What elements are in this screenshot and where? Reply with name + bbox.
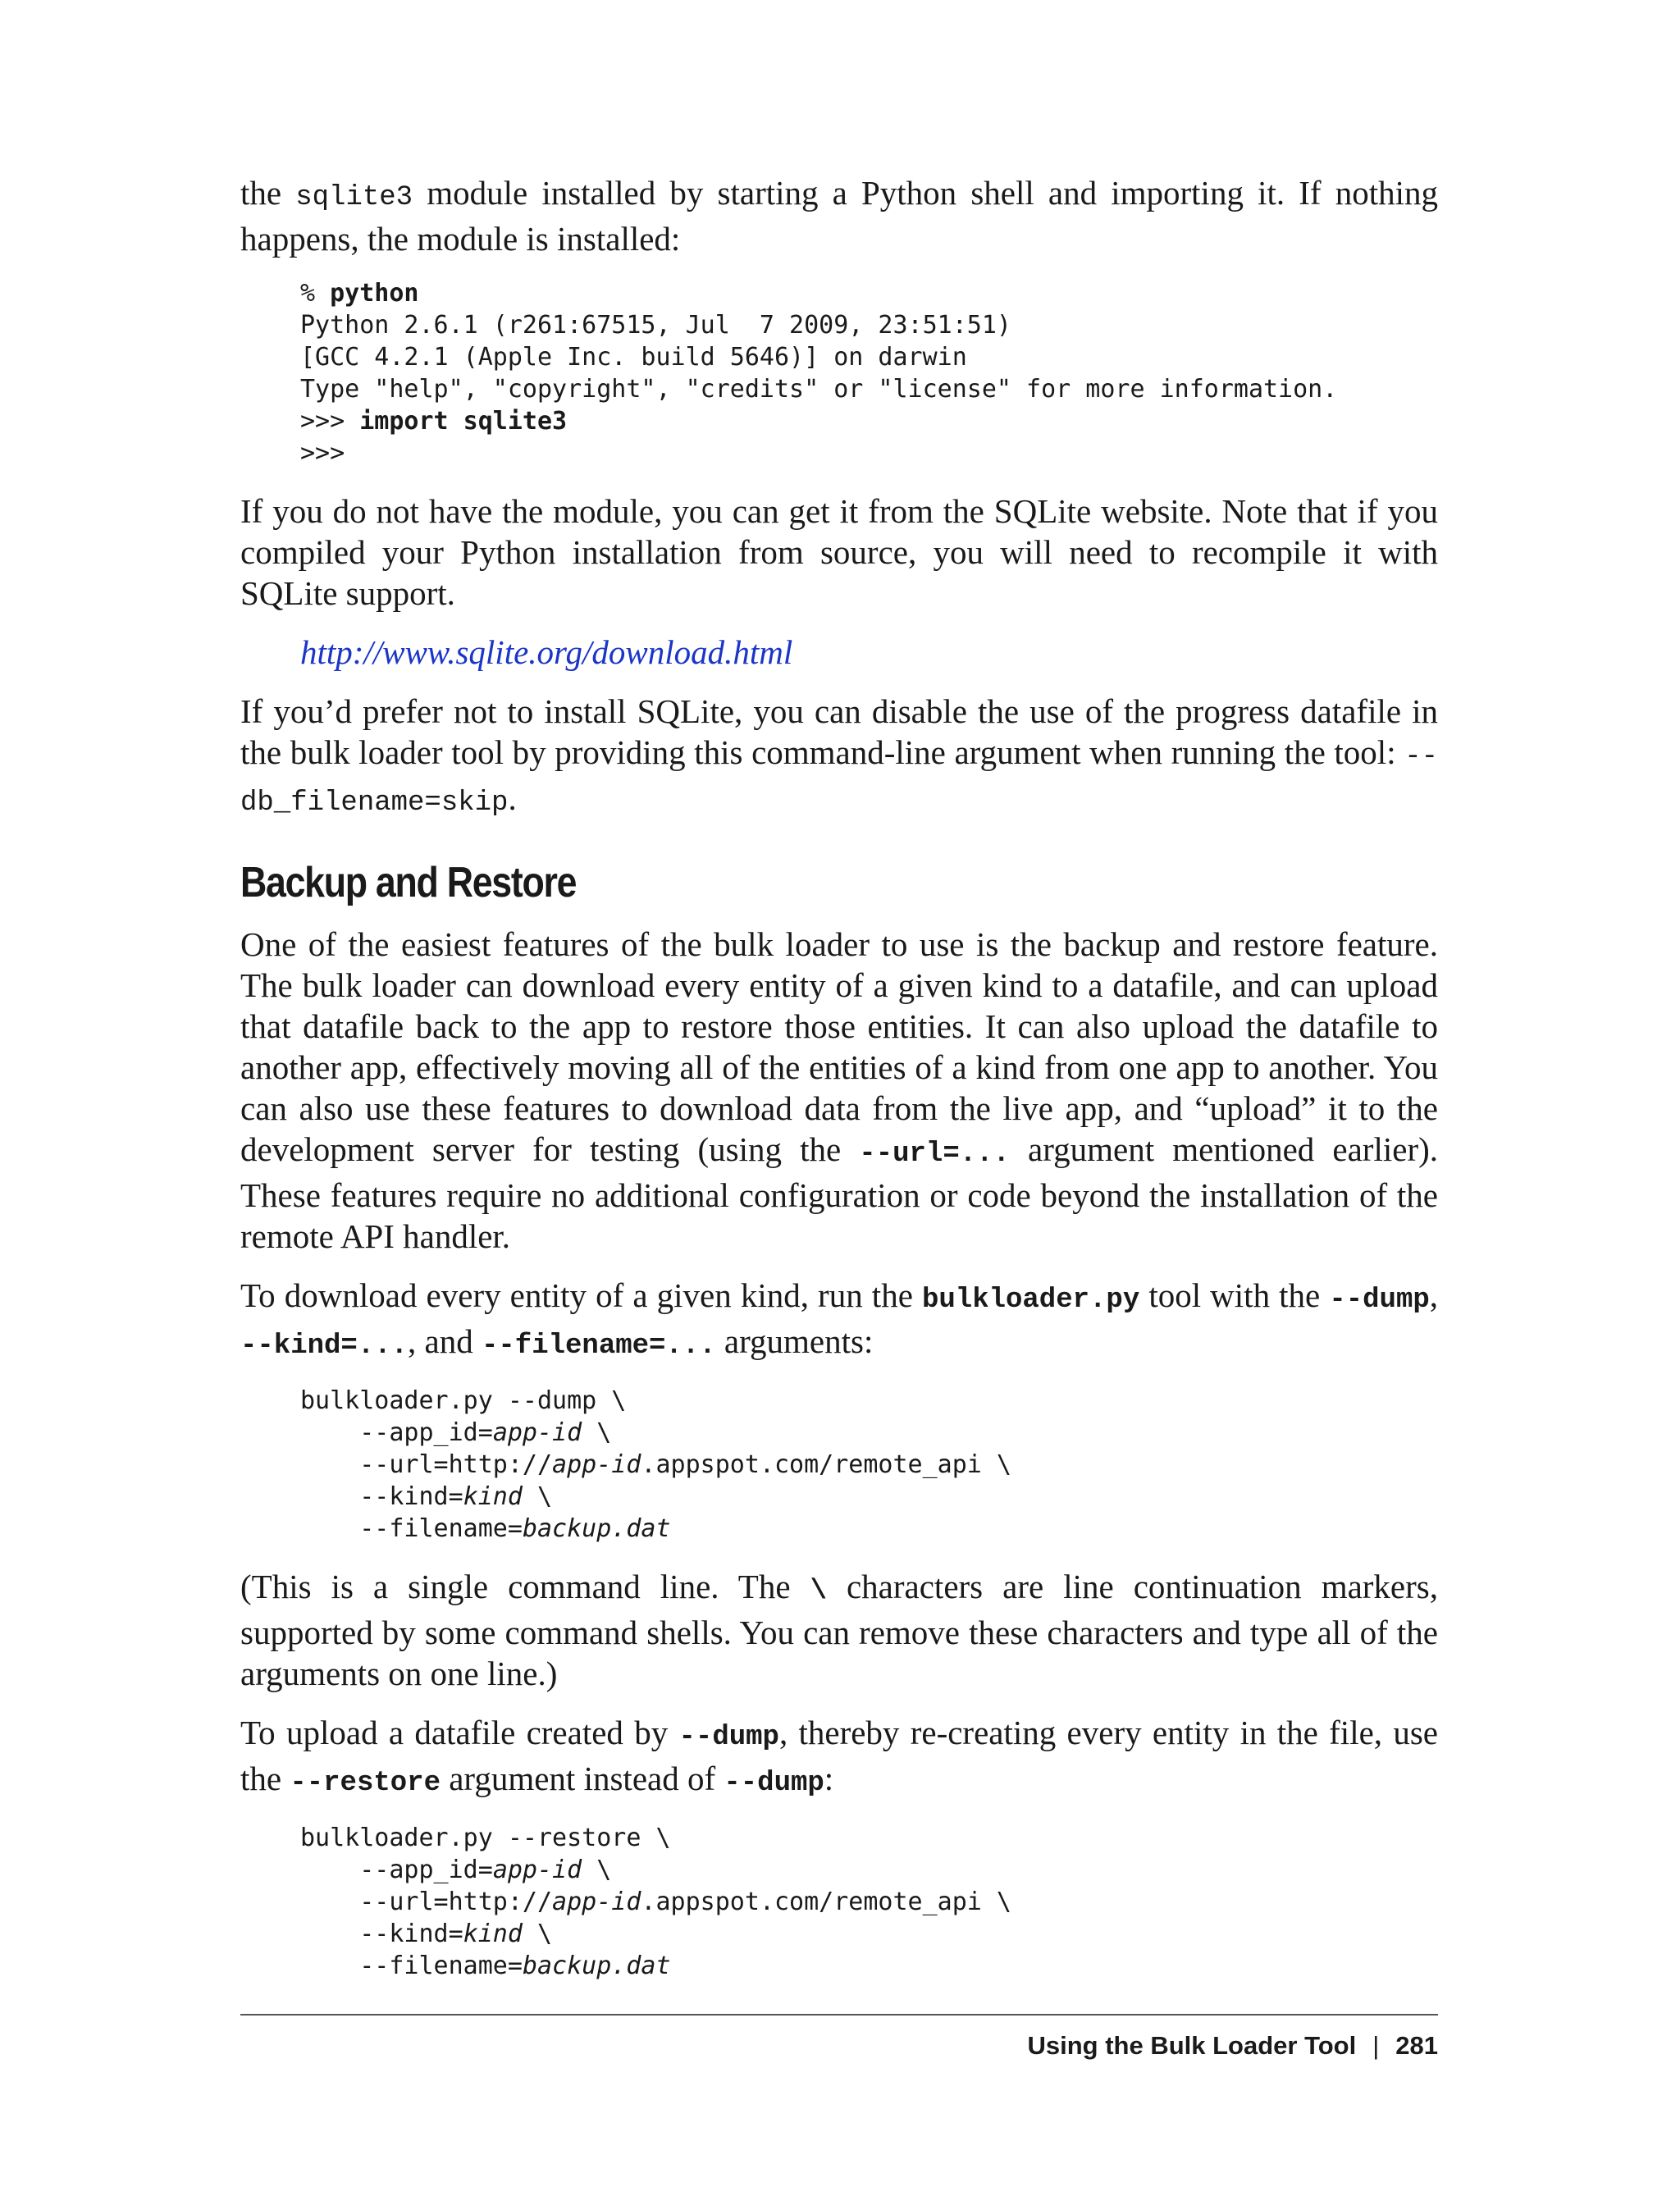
code-block-dump <box>300 1385 1438 1545</box>
text: characters are line continuation markers, supported by some command shells. You can remove these characters and type all of the arguments on one line.) <box>240 1568 1438 1692</box>
inline-code: --dump <box>1329 1285 1430 1316</box>
code-placeholder: app-id <box>492 1856 582 1884</box>
code-block-python-shell <box>300 277 1438 469</box>
paragraph-backup-restore-intro <box>240 924 1438 1257</box>
inline-code: --dump <box>724 1768 824 1799</box>
code-text: .appspot.com/remote_api \ <box>641 1888 1011 1916</box>
code-placeholder: backup.dat <box>522 1952 671 1980</box>
code-line: bulkloader.py --restore \ <box>300 1824 671 1852</box>
text: , and <box>408 1322 482 1360</box>
paragraph-download-kind <box>240 1275 1438 1367</box>
text: module installed by starting a Python shell and importing it. If nothing happens, the module is installed: <box>240 174 1438 258</box>
paragraph-restore <box>240 1712 1438 1804</box>
paragraph-line-continuation <box>240 1566 1438 1694</box>
code-placeholder: kind <box>463 1482 523 1511</box>
inline-code: --url=... <box>859 1139 1010 1170</box>
running-footer-chapter: Using the Bulk Loader Tool <box>1027 2031 1357 2060</box>
inline-code: --filename=... <box>482 1331 716 1362</box>
code-line: Python 2.6.1 (r261:67515, Jul 7 2009, 23:51:51) <box>300 311 1011 340</box>
text: argument mentioned earlier). These features require no additional configuration or code beyond the installation of the remote API handler. <box>240 1130 1438 1255</box>
code-line: bulkloader.py --dump \ <box>300 1386 627 1415</box>
text: One of the easiest features of the bulk loader to use is the backup and restore feature. The bulk loader can download every entity of a given kind to a datafile, and can upload that datafile back to the app to restore those entities. It can also upload the datafile to another app, effectively moving all of the entities of a kind from one app to another. You can also use these features to download data from the live app, and “upload” it to the development server for testing (using the <box>240 925 1438 1168</box>
inline-code: sqlite3 <box>295 182 413 213</box>
paragraph-get-module: If you do not have the module, you can get it from the SQLite website. Note that if you compiled your Python installation from source, you will need to recompile it with SQLite support. <box>240 492 1438 612</box>
footer-rule <box>240 2014 1438 2016</box>
code-text: --kind= <box>300 1482 463 1511</box>
code-placeholder: app-id <box>552 1450 641 1479</box>
section-heading: Backup and Restore <box>240 859 577 906</box>
text: : <box>824 1760 834 1797</box>
text: To upload a datafile created by <box>240 1714 679 1751</box>
footer-separator: | <box>1372 2031 1380 2060</box>
code-text: .appspot.com/remote_api \ <box>641 1450 1011 1479</box>
text: (This is a single command line. The <box>240 1568 810 1605</box>
text: To download every entity of a given kind, run the <box>240 1276 922 1314</box>
inline-code: --dump <box>678 1722 779 1753</box>
paragraph-sqlite-check <box>240 172 1438 259</box>
code-placeholder: backup.dat <box>522 1514 671 1543</box>
python-prompt: >>> <box>300 439 345 468</box>
user-input: python <box>330 279 419 308</box>
code-placeholder: kind <box>463 1920 523 1948</box>
text: . <box>508 779 517 817</box>
code-text: --app_id= <box>300 1418 493 1447</box>
text: , <box>1429 1276 1439 1314</box>
code-text: \ <box>522 1920 553 1948</box>
paragraph-disable-sqlite <box>240 691 1438 824</box>
code-text: --app_id= <box>300 1856 493 1884</box>
text: the <box>240 174 296 212</box>
shell-prompt: % <box>300 279 331 308</box>
inline-code: --kind=... <box>240 1331 409 1362</box>
code-text: \ <box>522 1482 553 1511</box>
page-footer <box>1027 2029 1438 2062</box>
inline-code: --db_filename=skip <box>240 742 1438 819</box>
inline-code: bulkloader.py <box>921 1285 1140 1316</box>
code-text: --kind= <box>300 1920 463 1948</box>
page-body <box>240 172 1438 2003</box>
text: If you’d prefer not to install SQLite, you can disable the use of the progress datafile in the bulk loader tool by providing this command-line argument when running the tool: <box>240 692 1438 771</box>
code-text: \ <box>582 1856 612 1884</box>
code-placeholder: app-id <box>552 1888 641 1916</box>
code-text: --url=http:// <box>300 1450 553 1479</box>
code-text: --filename= <box>300 1952 523 1980</box>
page-number: 281 <box>1395 2031 1438 2060</box>
code-line: [GCC 4.2.1 (Apple Inc. build 5646)] on darwin <box>300 343 967 372</box>
link-line <box>300 632 1438 673</box>
text: , thereby re-creating every entity in the file, use the <box>240 1714 1438 1797</box>
user-input: import sqlite3 <box>359 407 568 436</box>
code-block-restore <box>300 1822 1438 1982</box>
code-text: --url=http:// <box>300 1888 553 1916</box>
text: argument instead of <box>440 1760 724 1797</box>
code-placeholder: app-id <box>492 1418 582 1447</box>
code-text: \ <box>582 1418 612 1447</box>
text: tool with the <box>1139 1276 1330 1314</box>
code-line: Type "help", "copyright", "credits" or "license" for more information. <box>300 375 1338 404</box>
python-prompt: >>> <box>300 407 360 436</box>
inline-code: --restore <box>290 1768 441 1799</box>
text: arguments: <box>715 1322 874 1360</box>
code-text: --filename= <box>300 1514 523 1543</box>
sqlite-download-link[interactable]: http://www.sqlite.org/download.html <box>300 633 793 671</box>
inline-code: \ <box>810 1576 827 1607</box>
